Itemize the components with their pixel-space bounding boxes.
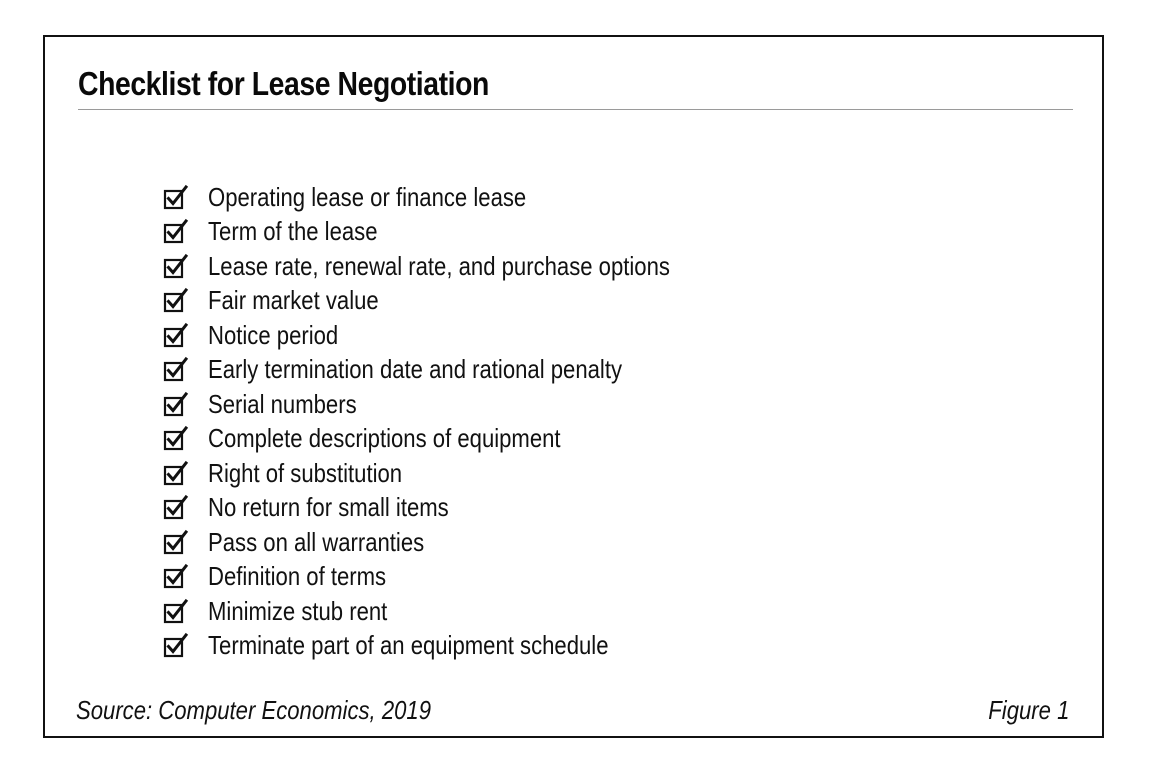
checklist-item (163, 491, 751, 526)
checklist-item (163, 353, 751, 388)
checklist-item-label: Serial numbers (208, 388, 357, 419)
checklist-item-label: Notice period (208, 319, 339, 350)
checklist-item-label: Terminate part of an equipment schedule (208, 630, 609, 661)
checked-box-icon (163, 563, 190, 590)
checklist-item (163, 422, 751, 457)
checked-box-icon (163, 632, 190, 659)
checklist-item (163, 594, 751, 629)
checklist-item-label: Right of substitution (208, 457, 403, 488)
checklist-item-label: Operating lease or finance lease (208, 181, 527, 212)
checked-box-icon (163, 529, 190, 556)
checklist-item (163, 560, 751, 595)
checklist-item (163, 629, 751, 664)
checklist-item (163, 249, 751, 284)
checked-box-icon (163, 391, 190, 418)
checklist (163, 180, 751, 663)
checked-box-icon (163, 218, 190, 245)
checklist-item (163, 215, 751, 250)
figure-title: Checklist for Lease Negotiation (78, 65, 489, 102)
checklist-item (163, 387, 751, 422)
checked-box-icon (163, 356, 190, 383)
checklist-item-label: Definition of terms (208, 561, 387, 592)
checked-box-icon (163, 184, 190, 211)
checklist-item (163, 284, 751, 319)
checklist-item (163, 456, 751, 491)
checklist-item-label: Pass on all warranties (208, 526, 425, 557)
figure-number: Figure 1 (987, 695, 1069, 725)
checked-box-icon (163, 494, 190, 521)
checked-box-icon (163, 460, 190, 487)
checklist-item-label: Fair market value (208, 285, 379, 316)
checked-box-icon (163, 287, 190, 314)
checked-box-icon (163, 598, 190, 625)
checked-box-icon (163, 322, 190, 349)
checklist-item (163, 318, 751, 353)
checklist-item-label: Early termination date and rational penalty (208, 354, 623, 385)
checklist-item-label: No return for small items (208, 492, 449, 523)
figure-frame (43, 35, 1104, 738)
checklist-item-label: Lease rate, renewal rate, and purchase options (208, 250, 670, 281)
checklist-item (163, 525, 751, 560)
checklist-item-label: Minimize stub rent (208, 595, 388, 626)
checklist-item-label: Term of the lease (208, 216, 378, 247)
source-citation: Source: Computer Economics, 2019 (76, 695, 432, 725)
checked-box-icon (163, 253, 190, 280)
checked-box-icon (163, 425, 190, 452)
checklist-item-label: Complete descriptions of equipment (208, 423, 561, 454)
title-divider (78, 109, 1073, 110)
checklist-item (163, 180, 751, 215)
